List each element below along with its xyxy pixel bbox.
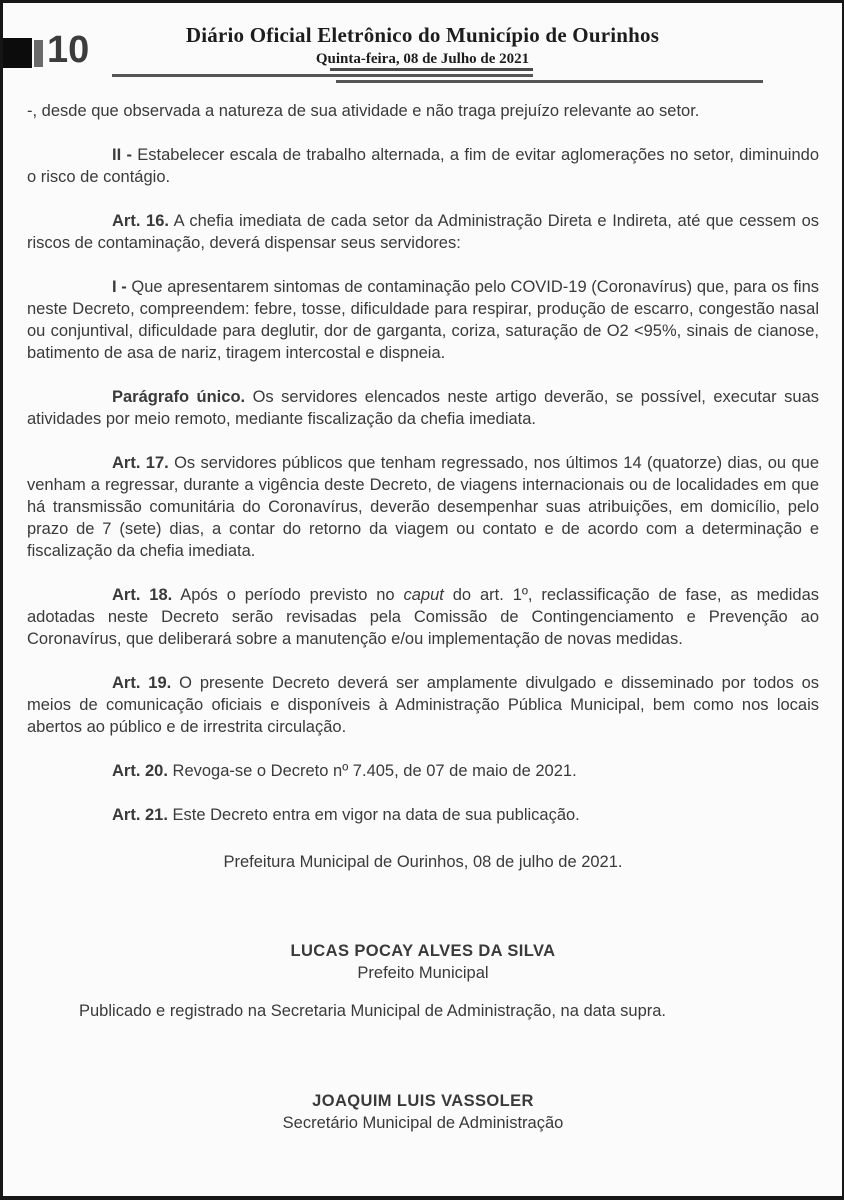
signatory-name: JOAQUIM LUIS VASSOLER	[312, 1092, 534, 1110]
paragraph-text: Após o período previsto no	[172, 586, 404, 604]
signatory-role: Secretário Municipal de Administração	[282, 1114, 564, 1132]
paragraph-art-19	[27, 672, 819, 738]
paragraph-text: O presente Decreto deverá ser amplamente divulgado e disseminado por todos os meios de comunicação oficiais e disponíveis à Administração Pública Municipal, bem como nos locais abertos ao público e de irrestrita circulação.	[27, 674, 820, 736]
page-number: 10	[47, 29, 90, 71]
paragraph-art-21	[27, 804, 819, 826]
paragraph-text: Revoga-se o Decreto nº 7.405, de 07 de maio de 2021.	[167, 762, 577, 780]
paragraph-item-i	[27, 276, 819, 364]
article-number: Art. 16.	[112, 212, 169, 230]
paragraph-text: do art. 1º, reclassificação de fase, as medidas adotadas neste Decreto serão revisadas pela Comissão de Contingenciamento e Prevenção ao Coronavírus, que deliberará sobre a manutenção e/ou implementação de novas medidas.	[27, 586, 820, 648]
article-number: Art. 17.	[112, 454, 169, 472]
paragraph-text: A chefia imediata de cada setor da Administração Direta e Indireta, até que cessem os riscos de contaminação, deverá dispensar seus servidores:	[27, 212, 819, 252]
item-number: I -	[112, 278, 127, 296]
paragraph-text: Os servidores públicos que tenham regressado, nos últimos 14 (quatorze) dias, ou que venham a regressar, durante a vigência deste Decreto, de viagens internacionais ou de localidades em que há transmissão comunitária do Coronavírus, deverão desempenhar suas atribuições, em domicílio, pelo prazo de 7 (sete) dias, a contar do retorno da viagem ou contato e de acordo com a determinação e fiscalização da chefia imediata.	[27, 454, 819, 560]
signatory-name: LUCAS POCAY ALVES DA SILVA	[290, 942, 556, 960]
masthead-rule-right	[336, 80, 763, 83]
paragraph-art-18	[27, 584, 819, 650]
signatory-role: Prefeito Municipal	[357, 964, 489, 982]
masthead-title: Diário Oficial Eletrônico do Município de Ourinhos	[185, 23, 660, 47]
paragraph-continuation	[27, 100, 819, 122]
date-underline-rule	[330, 68, 533, 71]
paragraph-art-20	[27, 760, 819, 782]
item-number: II -	[112, 146, 132, 164]
item-label: Parágrafo único.	[112, 388, 246, 406]
article-number: Art. 20.	[112, 762, 168, 780]
article-number: Art. 18.	[112, 586, 173, 604]
masthead	[3, 3, 842, 89]
paragraph-art-16	[27, 210, 819, 254]
paragraph-text: Os servidores elencados neste artigo deverão, se possível, executar suas atividades por meio remoto, mediante fiscalização da chefia imediata.	[27, 388, 819, 428]
paragraph-text: Estabelecer escala de trabalho alternada, a fim de evitar aglomerações no setor, diminuindo o risco de contágio.	[27, 146, 819, 186]
paragraph-art-17	[27, 452, 819, 562]
signature-block-mayor	[27, 940, 819, 984]
paragraph-item-ii	[27, 144, 819, 188]
paragraph-paragrafo-unico	[27, 386, 819, 430]
article-number: Art. 19.	[112, 674, 172, 692]
signature-block-secretary	[27, 1090, 819, 1134]
paragraph-text: Que apresentarem sintomas de contaminação pelo COVID-19 (Coronavírus) que, para os fins neste Decreto, compreendem: febre, tosse, dificuldade para respirar, produção de escarro, congestão nasal ou conjuntival, dificuldade para deglutir, dor de garganta, coriza, saturação de O2 <95%, sinais de cianose, batimento de asa de nariz, tiragem intercostal e dispneia.	[27, 278, 819, 362]
latin-term: caput	[403, 586, 444, 604]
masthead-date: Quinta-feira, 08 de Julho de 2021	[315, 51, 530, 67]
paragraph-text: Este Decreto entra em vigor na data de sua publicação.	[167, 806, 580, 824]
article-number: Art. 21.	[112, 806, 168, 824]
masthead-rule-left	[112, 74, 533, 77]
decree-body	[3, 89, 842, 1134]
dateline: Prefeitura Municipal de Ourinhos, 08 de julho de 2021.	[223, 853, 623, 871]
paragraph-text: -, desde que observada a natureza de sua atividade e não traga prejuízo relevante ao setor.	[27, 102, 700, 120]
registration-note: Publicado e registrado na Secretaria Municipal de Administração, na data supra.	[79, 1002, 667, 1020]
